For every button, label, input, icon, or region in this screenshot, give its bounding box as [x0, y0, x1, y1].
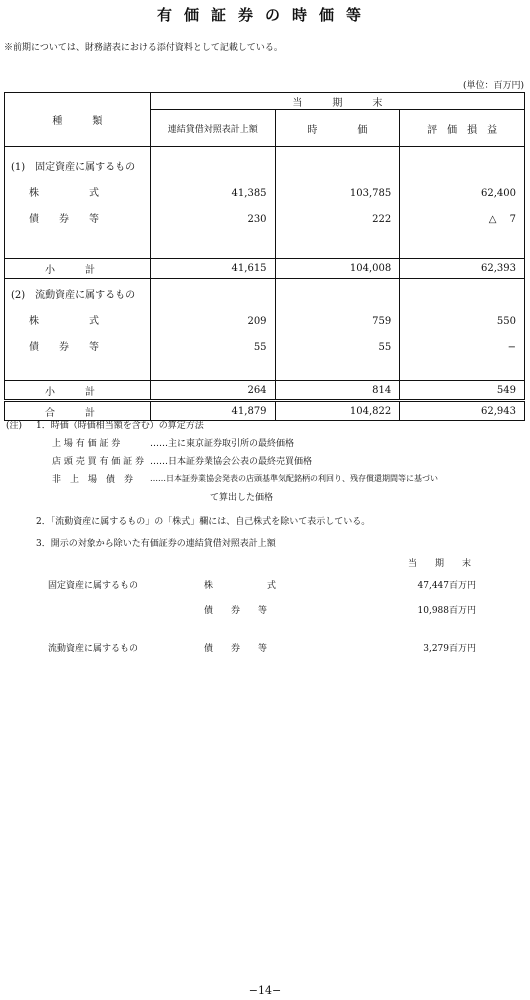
header-market-value: 時 価	[307, 124, 368, 136]
note-3-item-name: 債 券 等	[204, 644, 268, 654]
valuation-diff: 62,400	[481, 188, 516, 199]
subtotal-market: 814	[372, 384, 392, 396]
header-kind: 種 類	[52, 116, 103, 127]
total-book: 41,879	[231, 405, 267, 417]
note-3-item-name: 株 式	[204, 581, 277, 591]
subtotal-book: 41,615	[231, 263, 267, 274]
market-value: 103,785	[349, 188, 392, 199]
subtotal-label: 小 計	[45, 265, 95, 276]
note-1-item-text: ……日本証券業協会公表の最終売買価格	[150, 457, 313, 467]
item-name: 債 券 等	[29, 342, 99, 353]
notes-marker: (注)	[6, 421, 23, 431]
note-1-title: 1．時価（時価相当額を含む）の算定方法	[36, 421, 204, 431]
item-name: 株 式	[29, 188, 99, 199]
note-3-group: 流動資産に属するもの	[48, 644, 139, 654]
valuation-diff: 550	[496, 316, 516, 327]
note-3-group: 固定資産に属するもの	[48, 581, 139, 591]
note-1-continuation: て算出した価格	[210, 493, 274, 503]
market-value: 759	[372, 316, 392, 327]
intro-note: ※前期については、財務諸表における添付資料として記載している。	[4, 43, 283, 53]
item-name: 債 券 等	[29, 214, 99, 225]
subtotal-market: 104,008	[349, 263, 392, 274]
securities-table	[4, 92, 525, 421]
section-label: (2) 流動資産に属するもの	[11, 290, 136, 301]
book-value: 209	[247, 316, 267, 327]
header-period: 当 期 末	[292, 97, 383, 109]
header-book-value: 連結貸借対照表計上額	[167, 124, 258, 135]
note-1-item-text: ……主に東京証券取引所の最終価格	[150, 439, 295, 449]
valuation-diff: △ 7	[488, 214, 516, 225]
book-value: 41,385	[231, 188, 267, 199]
total-label: 合 計	[45, 407, 95, 419]
note-3-item-name: 債 券 等	[204, 606, 268, 616]
note-3-header: 当 期 末	[408, 559, 472, 569]
note-3-value: 3,279百万円	[423, 644, 476, 654]
unit-label: (単位：百万円)	[462, 81, 524, 91]
market-value: 55	[378, 342, 392, 353]
note-3-value: 10,988百万円	[417, 606, 476, 616]
header-valuation-diff: 評 価 損 益	[427, 124, 498, 136]
subtotal-diff: 62,393	[481, 263, 516, 274]
market-value: 222	[372, 214, 392, 225]
section-label: (1) 固定資産に属するもの	[11, 162, 136, 173]
note-2: 2．「流動資産に属するもの」の「株式」欄には、自己株式を除いて表示している。	[36, 517, 371, 527]
book-value: 230	[247, 214, 267, 225]
note-3-title: 3．開示の対象から除いた有価証券の連結貸借対照表計上額	[36, 539, 276, 549]
total-diff: 62,943	[481, 405, 516, 417]
page-number: −14−	[248, 984, 282, 997]
book-value: 55	[253, 342, 267, 353]
item-name: 株 式	[29, 316, 99, 327]
note-1-item-label: 上 場 有 価 証 券	[52, 439, 121, 449]
note-1-item-label: 店 頭 売 買 有 価 証 券	[52, 457, 145, 467]
note-1-item-label: 非 上 場 債 券	[52, 475, 134, 485]
subtotal-label: 小 計	[45, 386, 95, 398]
subtotal-diff: 549	[496, 384, 516, 396]
note-3-value: 47,447百万円	[417, 581, 476, 591]
note-1-item-text: ……日本証券業協会発表の店頭基準気配銘柄の利回り、残存償還期間等に基づい	[150, 474, 438, 483]
total-market: 104,822	[349, 405, 392, 417]
valuation-diff: −	[507, 342, 516, 353]
subtotal-book: 264	[247, 384, 267, 396]
page-title: 有価証券の時価等	[156, 6, 373, 24]
